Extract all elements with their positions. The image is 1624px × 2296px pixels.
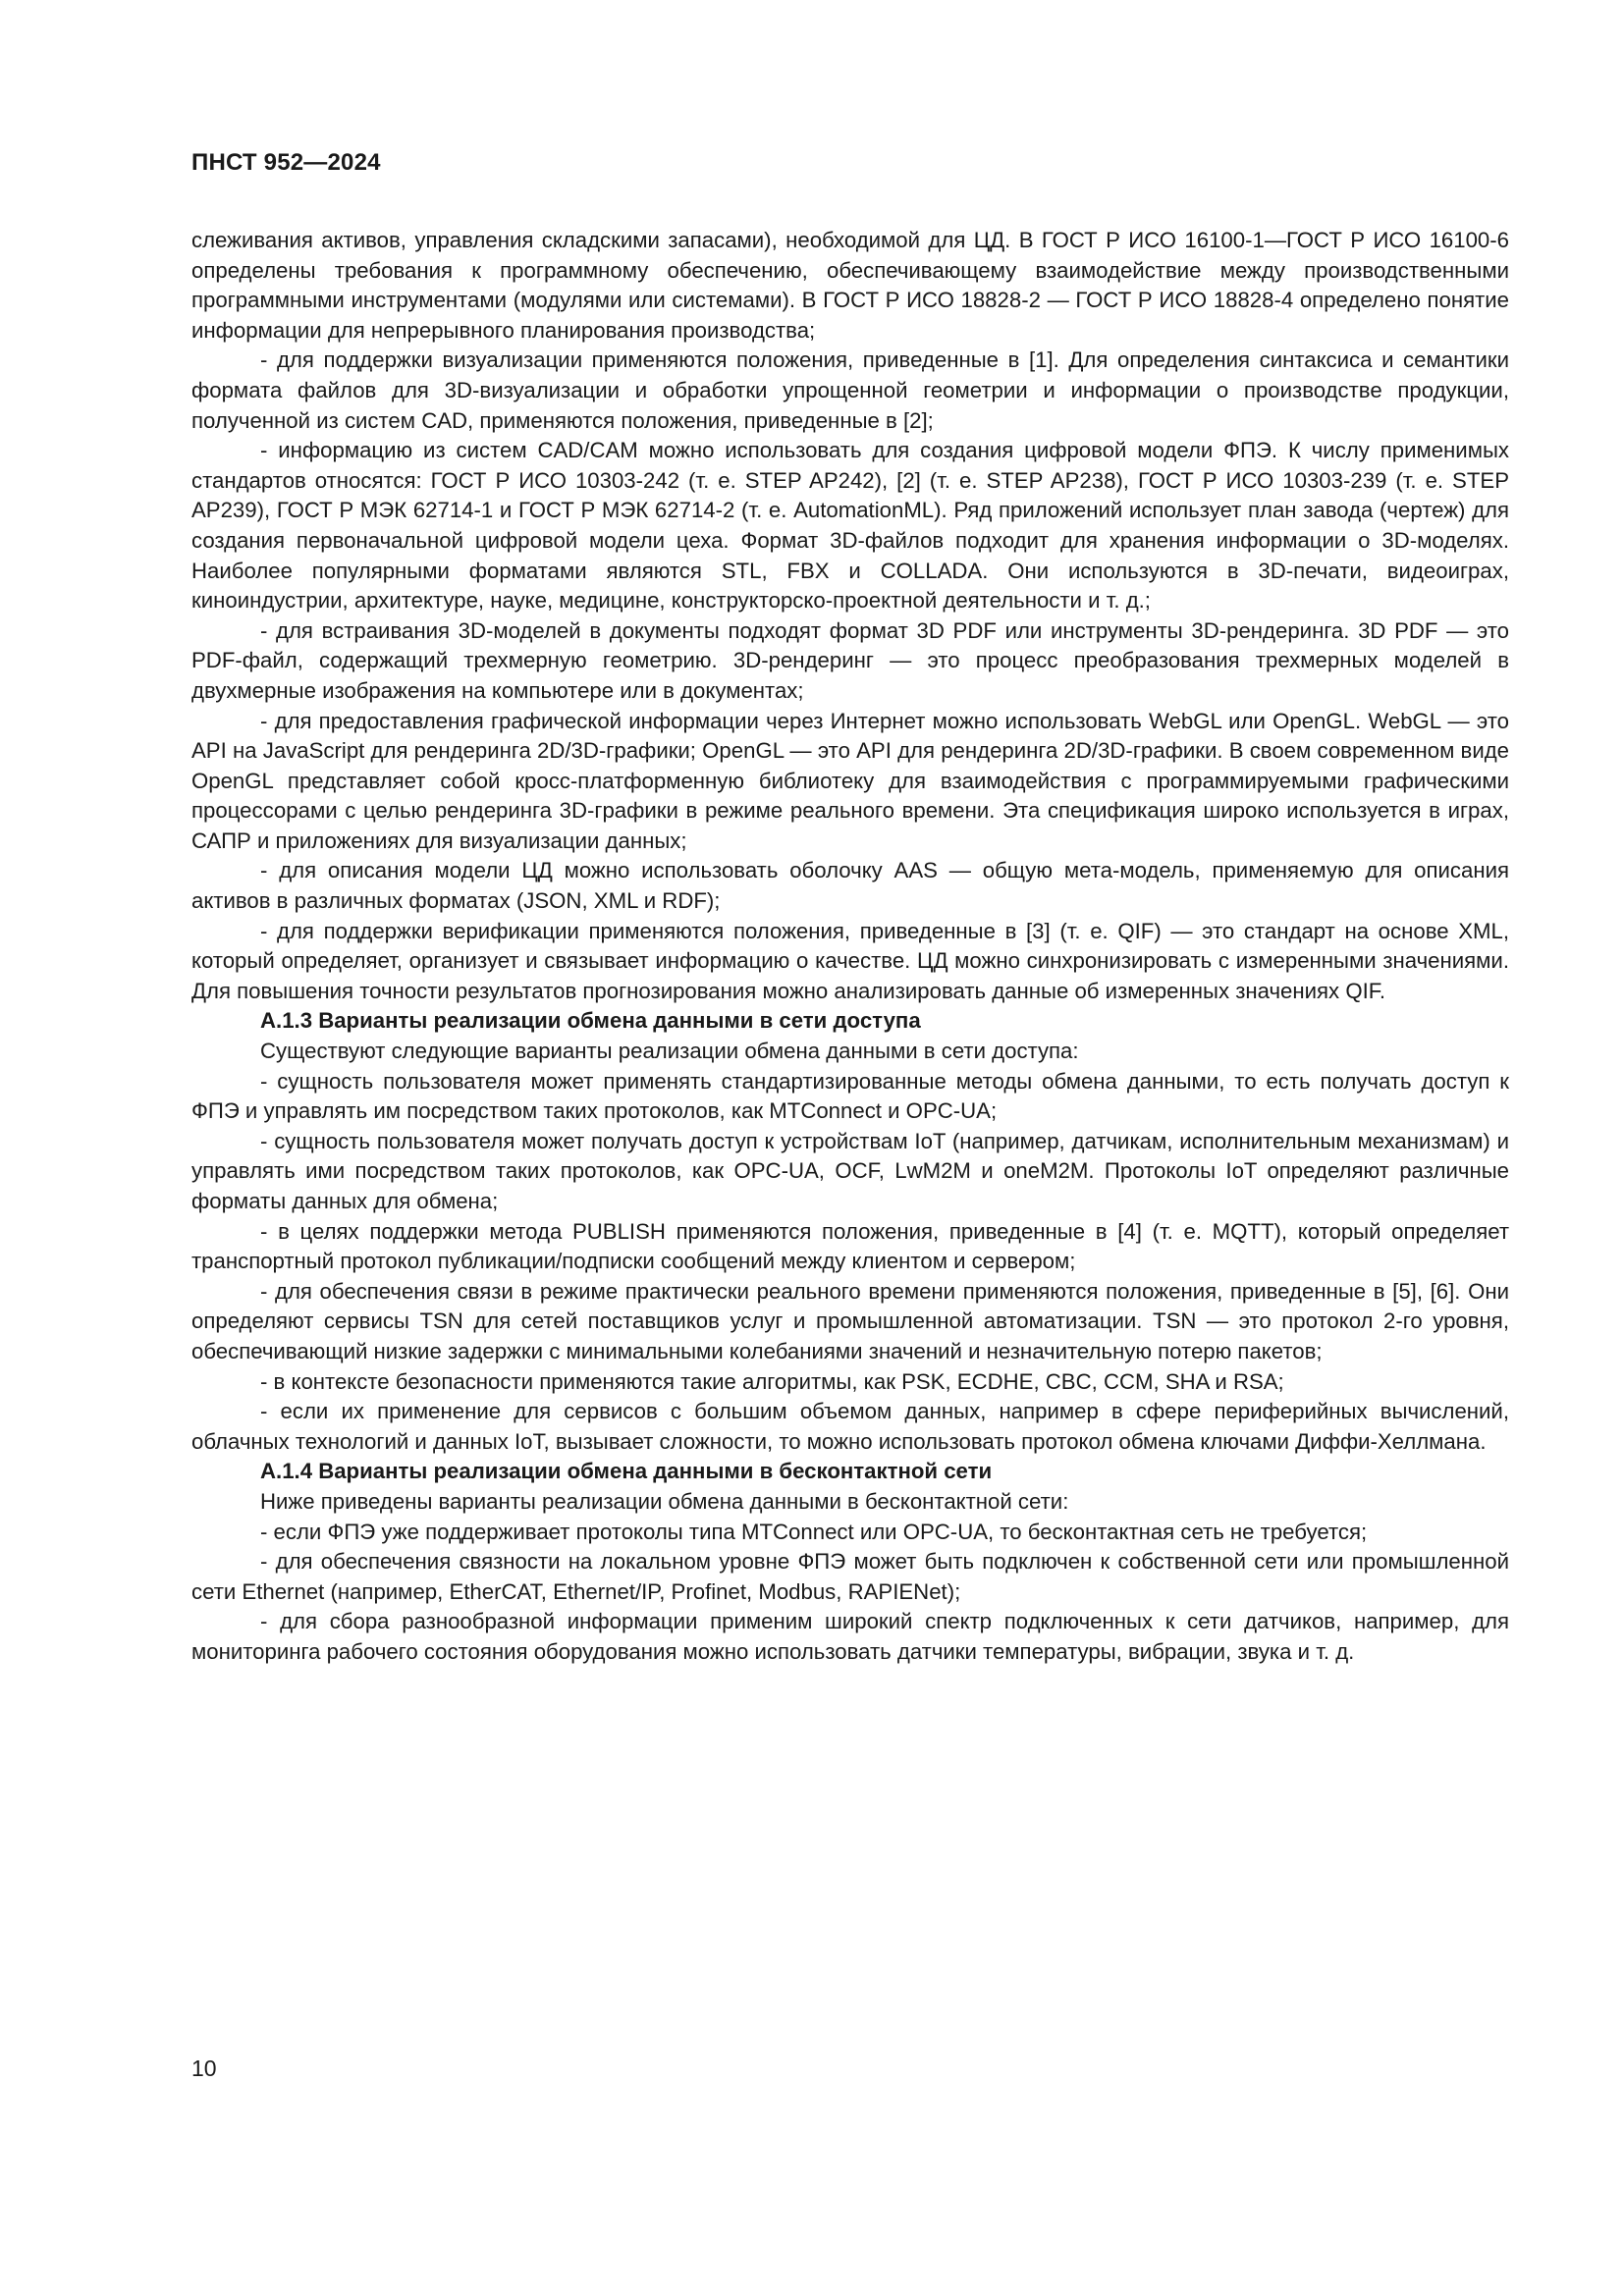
list-item-webgl-opengl: - для предоставления графической информации через Интернет можно использовать WebGL или OpenGL. WebGL — это API на JavaScript для рендеринга 2D/3D-графики; OpenGL — это API для рендеринга 2D/3D-графики. В своем современном виде OpenGL представляет собой кросс-платформенную библиотеку для взаимодействия с программируемыми графическими процессорами с целью рендеринга 3D-графики в режиме реального времени. Эта спецификация широко используется в играх, САПР и приложениях для визуализации данных; — [191, 708, 1509, 853]
list-item-publish: - в целях поддержки метода PUBLISH применяются положения, приведенные в [4] (т. е. MQTT), который определяет транспортный протокол публикации/подписки сообщений между клиентом и сервером; — [191, 1218, 1509, 1274]
list-item-no-contactless: - если ФПЭ уже поддерживает протоколы типа MTConnect или OPC-UA, то бесконтактная сеть не требуется; — [260, 1519, 1368, 1544]
section-intro-a-1-3: Существуют следующие варианты реализации обмена данными в сети доступа: — [260, 1039, 1079, 1064]
list-item-diffie-hellman: - если их применение для сервисов с большим объемом данных, например в сфере периферийных вычислений, облачных технологий и данных IoT, вызывает сложности, то можно использовать протокол обмена ключами Диффи-Хеллмана. — [191, 1399, 1509, 1454]
list-item-aas: - для описания модели ЦД можно использовать оболочку AAS — общую мета-модель, применяемую для описания активов в различных форматах (JSON, XML и RDF); — [191, 858, 1509, 914]
paragraph-continuation: слеживания активов, управления складскими запасами), необходимой для ЦД. В ГОСТ Р ИСО 16100-1—ГОСТ Р ИСО 16100-6 определены требования к программному обеспечению, обеспечивающему взаимодействие между производственными программными инструментами (модулями или системами). В ГОСТ Р ИСО 18828-2 — ГОСТ Р ИСО 18828-4 определено понятие информации для непрерывного планирования производства; — [191, 228, 1509, 343]
section-heading-a-1-4: А.1.4 Варианты реализации обмена данными в бесконтактной сети — [260, 1459, 993, 1484]
document-body — [191, 226, 1509, 1668]
list-item-iot-devices: - сущность пользователя может получать доступ к устройствам IoT (например, датчикам, исполнительным механизмам) и управлять ими посредством таких протоколов, как OPC-UA, OCF, LwM2M и oneM2M. Протоколы IoT определяют различные форматы данных для обмена; — [191, 1128, 1509, 1213]
list-item-verification: - для поддержки верификации применяются положения, приведенные в [3] (т. е. QIF) — это стандарт на основе XML, который определяет, организует и связывает информацию о качестве. ЦД можно синхронизировать с измеренными значениями. Для повышения точности результатов прогнозирования можно анализировать данные об измеренных значениях QIF. — [191, 918, 1509, 1003]
page-number: 10 — [191, 2056, 217, 2081]
section-heading-a-1-3: А.1.3 Варианты реализации обмена данными в сети доступа — [260, 1008, 921, 1034]
list-item-sensors: - для сбора разнообразной информации применим широкий спектр подключенных к сети датчиков, например, для мониторинга рабочего состояния оборудования можно использовать датчики температуры, вибрации, звука и т. д. — [191, 1609, 1509, 1664]
document-header: ПНСТ 952—2024 — [191, 149, 381, 176]
list-item-visualization: - для поддержки визуализации применяются положения, приведенные в [1]. Для определения синтаксиса и семантики формата файлов для 3D-визуализации и обработки упрощенной геометрии и информации о производстве продукции, полученной из систем CAD, применяются положения, приведенные в [2]; — [191, 347, 1509, 433]
list-item-cad-cam: - информацию из систем CAD/CAM можно использовать для создания цифровой модели ФПЭ. К числу применимых стандартов относятся: ГОСТ Р ИСО 10303-242 (т. е. STEP AP242), [2] (т. е. STEP AP238), ГОСТ Р ИСО 10303-239 (т. е. STEP AP239), ГОСТ Р МЭК 62714-1 и ГОСТ Р МЭК 62714-2 (т. е. AutomationML). Ряд приложений использует план завода (чертеж) для создания первоначальной цифровой модели цеха. Формат 3D-файлов подходит для хранения информации о 3D-моделях. Наиболее популярными форматами являются STL, FBX и COLLADA. Они используются в 3D-печати, видеоиграх, киноиндустрии, архитектуре, науке, медицине, конструкторско-проектной деятельности и т. д.; — [191, 438, 1509, 614]
section-intro-a-1-4: Ниже приведены варианты реализации обмена данными в бесконтактной сети: — [260, 1488, 1069, 1514]
list-item-tsn: - для обеспечения связи в режиме практически реального времени применяются положения, приведенные в [5], [6]. Они определяют сервисы TSN для сетей поставщиков услуг и промышленной автоматизации. TSN — это протокол 2-го уровня, обеспечивающий низкие задержки с минимальными колебаниями значений и незначительную потерю пакетов; — [191, 1278, 1509, 1363]
list-item-mtconnect: - сущность пользователя может применять стандартизированные методы обмена данными, то есть получать доступ к ФПЭ и управлять им посредством таких протоколов, как MTConnect и OPC-UA; — [191, 1068, 1509, 1124]
list-item-security: - в контексте безопасности применяются такие алгоритмы, как PSK, ECDHE, CBC, CCM, SHA и RSA; — [260, 1368, 1284, 1394]
list-item-ethernet: - для обеспечения связности на локальном уровне ФПЭ может быть подключен к собственной сети или промышленной сети Ethernet (например, EtherCAT, Ethernet/IP, Profinet, Modbus, RAPIENet); — [191, 1549, 1509, 1604]
list-item-3d-pdf: - для встраивания 3D-моделей в документы подходят формат 3D PDF или инструменты 3D-рендеринга. 3D PDF — это PDF-файл, содержащий трехмерную геометрию. 3D-рендеринг — это процесс преобразования трехмерных моделей в двухмерные изображения на компьютере или в документах; — [191, 617, 1509, 703]
